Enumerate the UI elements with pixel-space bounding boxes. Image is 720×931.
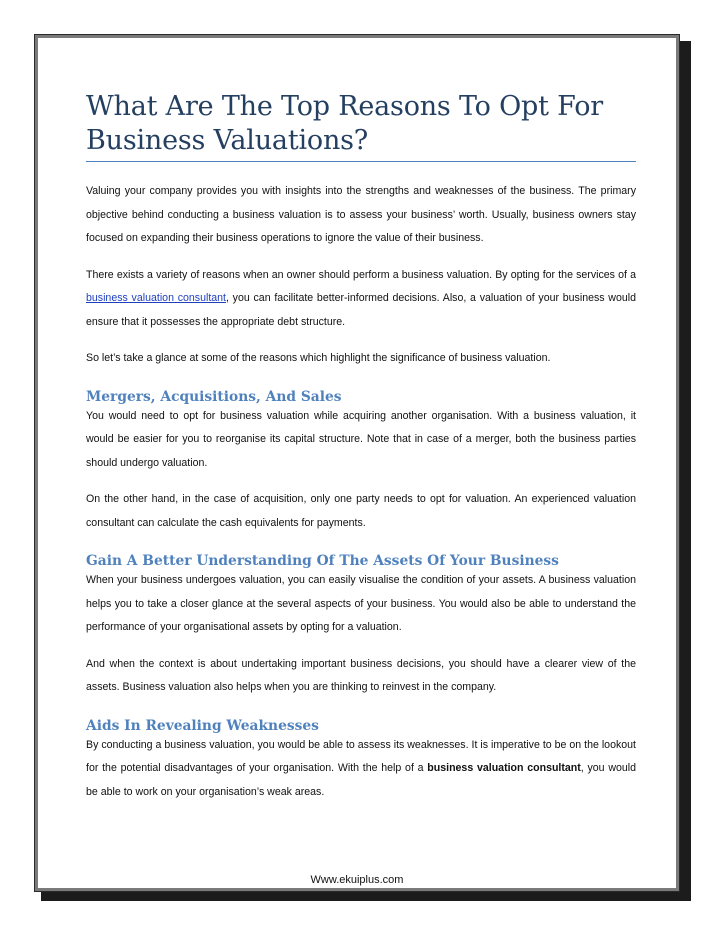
document-page — [35, 35, 679, 891]
intro-paragraph-2 — [86, 264, 636, 335]
mergers-paragraph-2: On the other hand, in the case of acquisition, only one party needs to opt for valuation. An experienced valuation consultant can calculate the cash equivalents for payments. — [86, 493, 636, 529]
section-heading-mergers: Mergers, Acquisitions, And Sales — [86, 388, 342, 405]
assets-paragraph-1: When your business undergoes valuation, you can easily visualise the condition of your assets. A business valuation helps you to take a closer glance at the several aspects of your business. You would also be able to understand the performance of your organisational assets by opting for a valuation. — [86, 574, 636, 633]
title-line-2: Business Valuations? — [86, 125, 369, 156]
section-heading-assets: Gain A Better Understanding Of The Assets Of Your Business — [86, 553, 559, 569]
title-line-1: What Are The Top Reasons To Opt For — [86, 91, 603, 122]
section-heading-weaknesses: Aids In Revealing Weaknesses — [86, 717, 319, 734]
title-underline — [86, 161, 636, 162]
document-title — [86, 90, 636, 158]
intro-paragraph-3: So let’s take a glance at some of the reasons which highlight the significance of business valuation. — [86, 352, 551, 364]
footer-website: Www.ekuiplus.com — [310, 874, 404, 886]
weaknesses-paragraph-bold: business valuation consultant — [427, 762, 581, 774]
document-content — [86, 90, 636, 817]
intro-paragraph-2-before: There exists a variety of reasons when an owner should perform a business valuation. By opting for the services of a — [86, 268, 636, 281]
weaknesses-paragraph — [86, 734, 636, 805]
mergers-paragraph-1: You would need to opt for business valuation while acquiring another organisation. With a business valuation, it would be easier for you to reorganise its capital structure. Note that in case of a merger, both the business parties should undergo valuation. — [86, 409, 636, 469]
intro-paragraph-1: Valuing your company provides you with insights into the strengths and weaknesses of the business. The primary objective behind conducting a business valuation is to assess your business’ worth. Usually, business owners stay focused on expanding their business operations to ignore the value of their business. — [86, 185, 636, 244]
business-valuation-consultant-link[interactable]: business valuation consultant — [86, 292, 226, 304]
intro-paragraph-2-after: , you can facilitate better-informed decisions. Also, a valuation of your business would ensure that it possesses the appropriate debt structure. — [86, 292, 636, 328]
weaknesses-paragraph-before: By conducting a business valuation, you would be able to assess its weaknesses. It is imperative to be on the lookout for the potential disadvantages of your organisation. With the help of a — [86, 738, 636, 774]
assets-paragraph-2: And when the context is about undertaking important business decisions, you should have a clearer view of the assets. Business valuation also helps when you are thinking to reinvest in the company. — [86, 657, 636, 693]
weaknesses-paragraph-after: , you would be able to work on your organisation’s weak areas. — [86, 762, 637, 798]
